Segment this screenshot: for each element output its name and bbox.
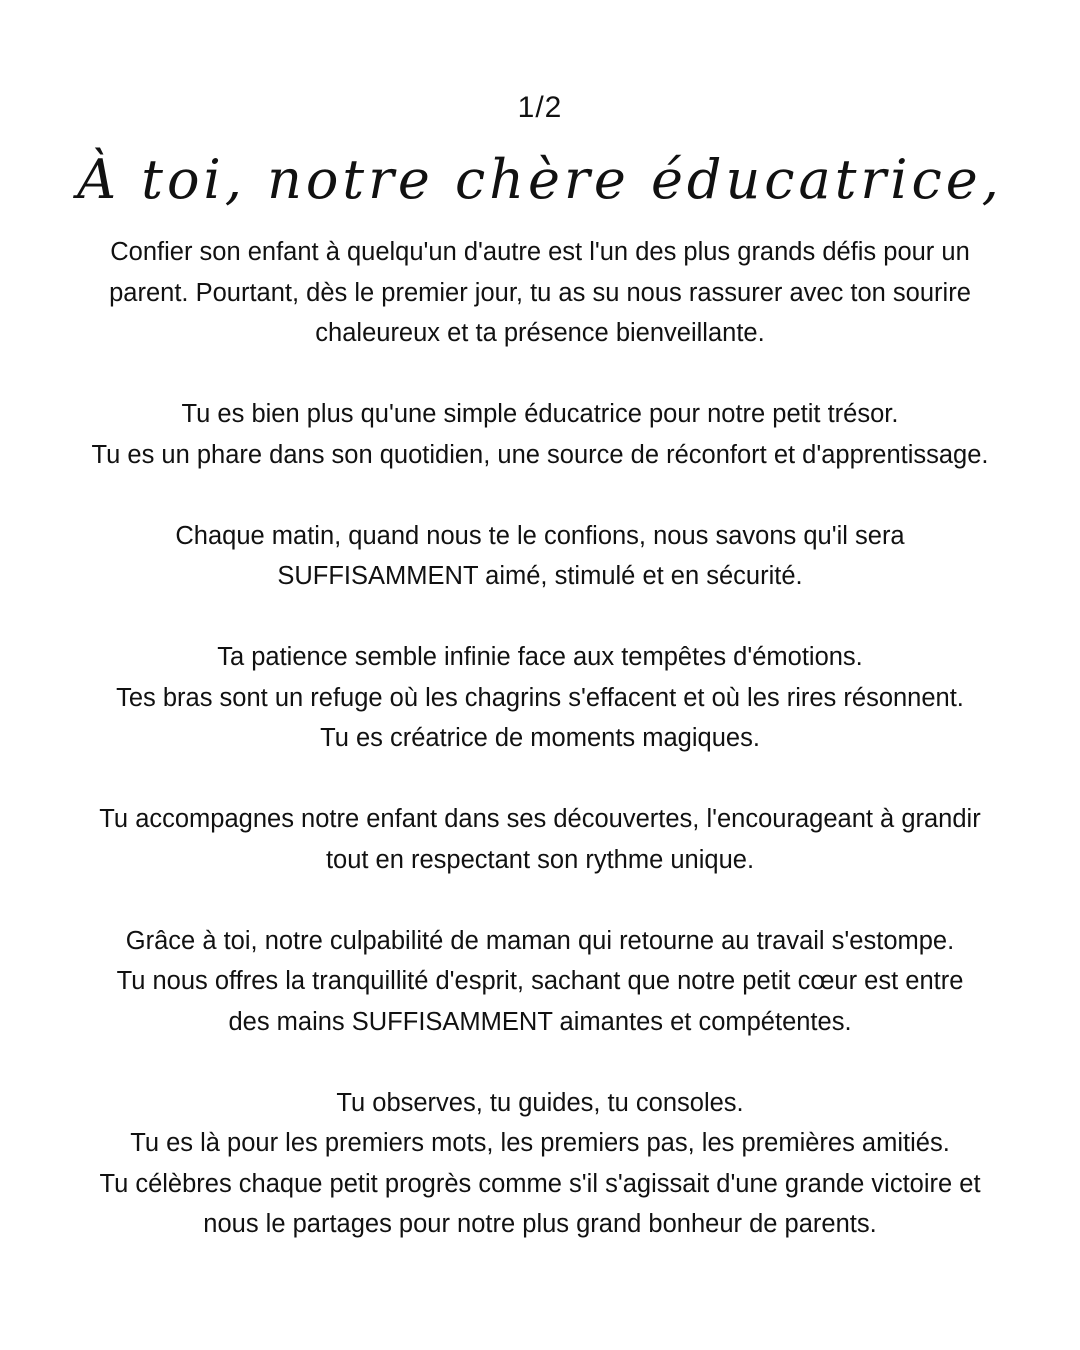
- text-line: des mains SUFFISAMMENT aimantes et compétentes.: [228, 1007, 852, 1036]
- letter-body: [20, 232, 1060, 1285]
- paragraph-6: [20, 921, 1060, 1043]
- text-line: Tu accompagnes notre enfant dans ses découvertes, l'encourageant à grandir: [99, 805, 981, 833]
- text-line: chaleureux et ta présence bienveillante.: [315, 319, 765, 347]
- paragraph-2: [20, 394, 1060, 475]
- text-line: SUFFISAMMENT aimé, stimulé et en sécurité.: [277, 562, 803, 590]
- text-line: Tu observes, tu guides, tu consoles.: [336, 1088, 744, 1117]
- text-line: Ta patience semble infinie face aux tempêtes d'émotions.: [217, 643, 863, 671]
- paragraph-7: [20, 1083, 1060, 1245]
- paragraph-5: [20, 799, 1060, 880]
- text-line: Confier son enfant à quelqu'un d'autre est l'un des plus grands défis pour un: [110, 238, 970, 266]
- letter-title: À toi, notre chère éducatrice,: [77, 148, 1003, 211]
- text-line: Tu nous offres la tranquillité d'esprit, sachant que notre petit cœur est entre: [116, 967, 964, 995]
- text-line: Chaque matin, quand nous te le confions, nous savons qu'il sera: [175, 521, 905, 550]
- page-number: 1/2: [517, 91, 563, 124]
- text-line: Grâce à toi, notre culpabilité de maman qui retourne au travail s'estompe.: [125, 926, 955, 955]
- text-line: Tu es un phare dans son quotidien, une source de réconfort et d'apprentissage.: [91, 440, 989, 469]
- text-line: nous le partages pour notre plus grand bonheur de parents.: [203, 1210, 877, 1238]
- paragraph-1: [20, 232, 1060, 354]
- text-line: parent. Pourtant, dès le premier jour, tu as su nous rassurer avec ton sourire: [109, 278, 971, 307]
- paragraph-3: [20, 516, 1060, 597]
- text-line: tout en respectant son rythme unique.: [325, 845, 755, 874]
- text-line: Tu célèbres chaque petit progrès comme s'il s'agissait d'une grande victoire et: [99, 1169, 981, 1198]
- paragraph-4: [20, 637, 1060, 759]
- text-line: Tes bras sont un refuge où les chagrins s'effacent et où les rires résonnent.: [116, 683, 964, 712]
- text-line: Tu es là pour les premiers mots, les premiers pas, les premières amitiés.: [130, 1129, 950, 1157]
- text-line: Tu es bien plus qu'une simple éducatrice pour notre petit trésor.: [181, 400, 899, 428]
- text-line: Tu es créatrice de moments magiques.: [320, 724, 760, 752]
